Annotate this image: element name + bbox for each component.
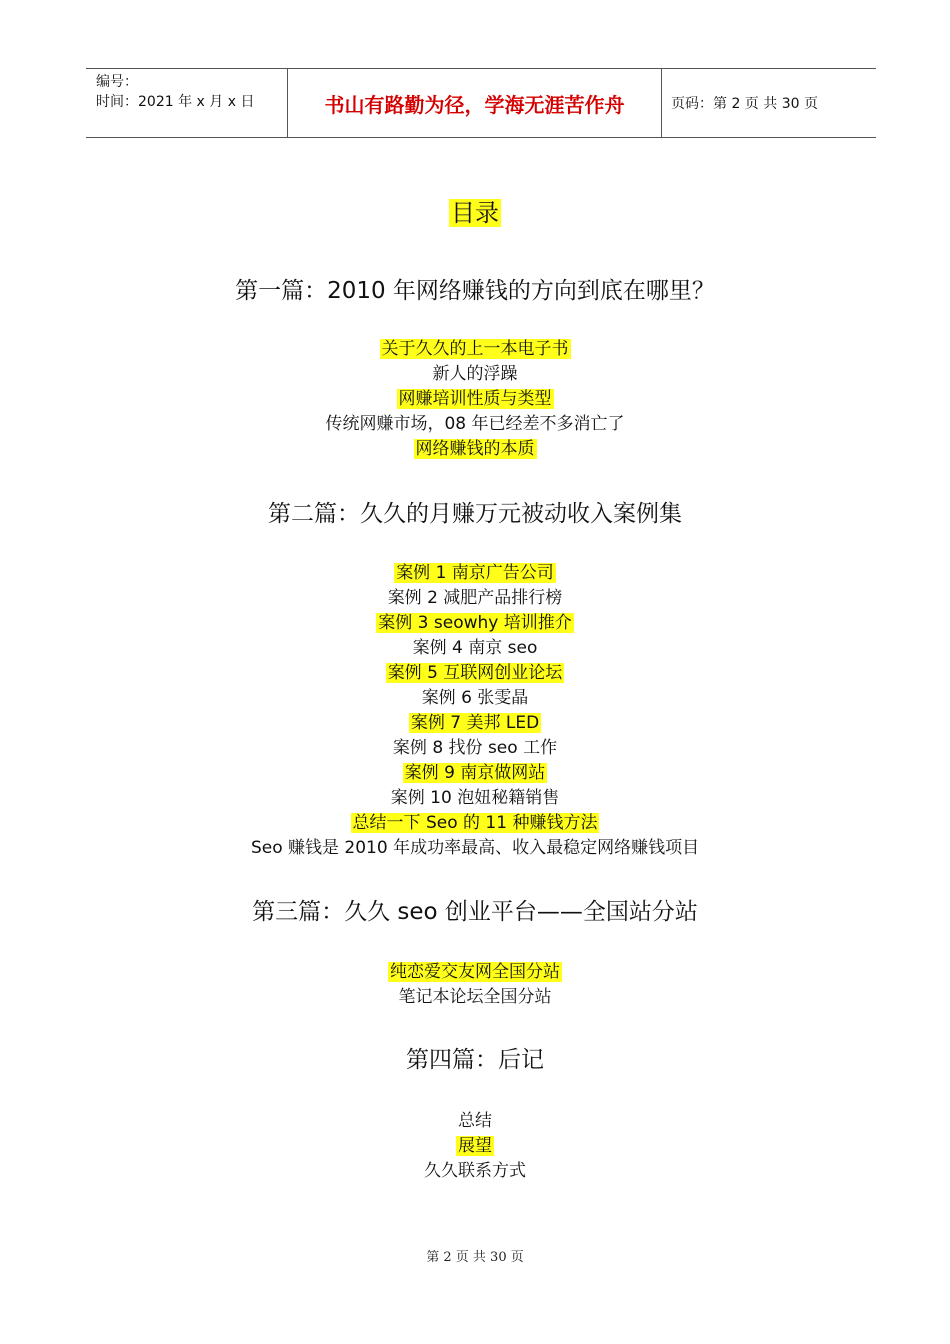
toc-entry-text: 纯恋爱交友网全国分站 <box>390 962 560 982</box>
toc-entry-text: 案例 4 南京 seo <box>412 638 538 658</box>
page-info: 页码：第 2 页 共 30 页 <box>671 96 818 112</box>
toc-entry <box>0 982 950 1007</box>
toc-entry-text: 展望 <box>458 1136 492 1156</box>
toc-entry <box>0 957 950 982</box>
part-title: 第一篇：2010 年网络赚钱的方向到底在哪里？ <box>235 278 715 304</box>
toc-entry-text: 新人的浮躁 <box>432 364 518 384</box>
header-motto-cell <box>287 69 662 137</box>
toc-title-text: 目录 <box>451 199 499 227</box>
toc-entry <box>0 808 950 833</box>
toc-entry-text: 关于久久的上一本电子书 <box>381 339 569 359</box>
toc-entry <box>0 683 950 708</box>
page-header <box>86 68 876 138</box>
toc-entry-text: 总结 <box>458 1111 492 1131</box>
part-title: 第四篇：后记 <box>406 1047 544 1073</box>
toc-entry <box>0 633 950 658</box>
toc-entry-text: 案例 5 互联网创业论坛 <box>387 663 563 683</box>
doc-time: 时间：2021 年 x 月 x 日 <box>96 94 255 110</box>
toc-entry-text: 总结一下 Seo 的 11 种赚钱方法 <box>352 813 598 833</box>
toc-entry <box>0 758 950 783</box>
toc-entry-text: 笔记本论坛全国分站 <box>398 987 552 1007</box>
toc-entry <box>0 359 950 384</box>
doc-number-label: 编号： <box>96 74 138 90</box>
toc-entry-text: 案例 10 泡妞秘籍销售 <box>390 788 560 808</box>
toc-entry <box>0 783 950 808</box>
toc-entry-text: Seo 赚钱是 2010 年成功率最高、收入最稳定网络赚钱项目 <box>250 838 700 858</box>
toc-title <box>0 193 950 228</box>
part-title: 第二篇：久久的月赚万元被动收入案例集 <box>268 501 682 527</box>
header-page-cell <box>661 69 876 137</box>
toc-entry-text: 案例 2 减肥产品排行榜 <box>387 588 563 608</box>
toc-entry <box>0 708 950 733</box>
toc-entry-text: 传统网赚市场，08 年已经差不多消亡了 <box>325 414 625 434</box>
toc-entry-text: 案例 1 南京广告公司 <box>396 563 554 583</box>
toc-entry <box>0 733 950 758</box>
toc-entry-text: 案例 8 找份 seo 工作 <box>392 738 558 758</box>
toc-entry-text: 网赚培训性质与类型 <box>398 389 552 409</box>
toc-entry <box>0 409 950 434</box>
toc-entry <box>0 1156 950 1181</box>
part-title: 第三篇：久久 seo 创业平台——全国站分站 <box>252 899 698 925</box>
toc-entry <box>0 583 950 608</box>
toc-entry <box>0 658 950 683</box>
toc-entry <box>0 334 950 359</box>
toc-entry <box>0 434 950 459</box>
toc-entry <box>0 1131 950 1156</box>
motto: 书山有路勤为径，学海无涯苦作舟 <box>324 93 625 117</box>
toc-entry-text: 案例 3 seowhy 培训推介 <box>378 613 572 633</box>
toc-entry <box>0 608 950 633</box>
toc-entry <box>0 1106 950 1131</box>
toc-entry <box>0 833 950 858</box>
toc-entry-text: 案例 9 南京做网站 <box>404 763 546 783</box>
header-meta-cell <box>86 69 287 137</box>
toc-entry-text: 网络赚钱的本质 <box>415 439 535 459</box>
toc-entry <box>0 384 950 409</box>
toc-entry <box>0 558 950 583</box>
toc-entry-text: 案例 7 美邦 LED <box>410 713 540 733</box>
toc-entry-text: 久久联系方式 <box>424 1161 526 1181</box>
toc-entry-text: 案例 6 张雯晶 <box>421 688 529 708</box>
page-footer: 第 2 页 共 30 页 <box>426 1250 524 1265</box>
